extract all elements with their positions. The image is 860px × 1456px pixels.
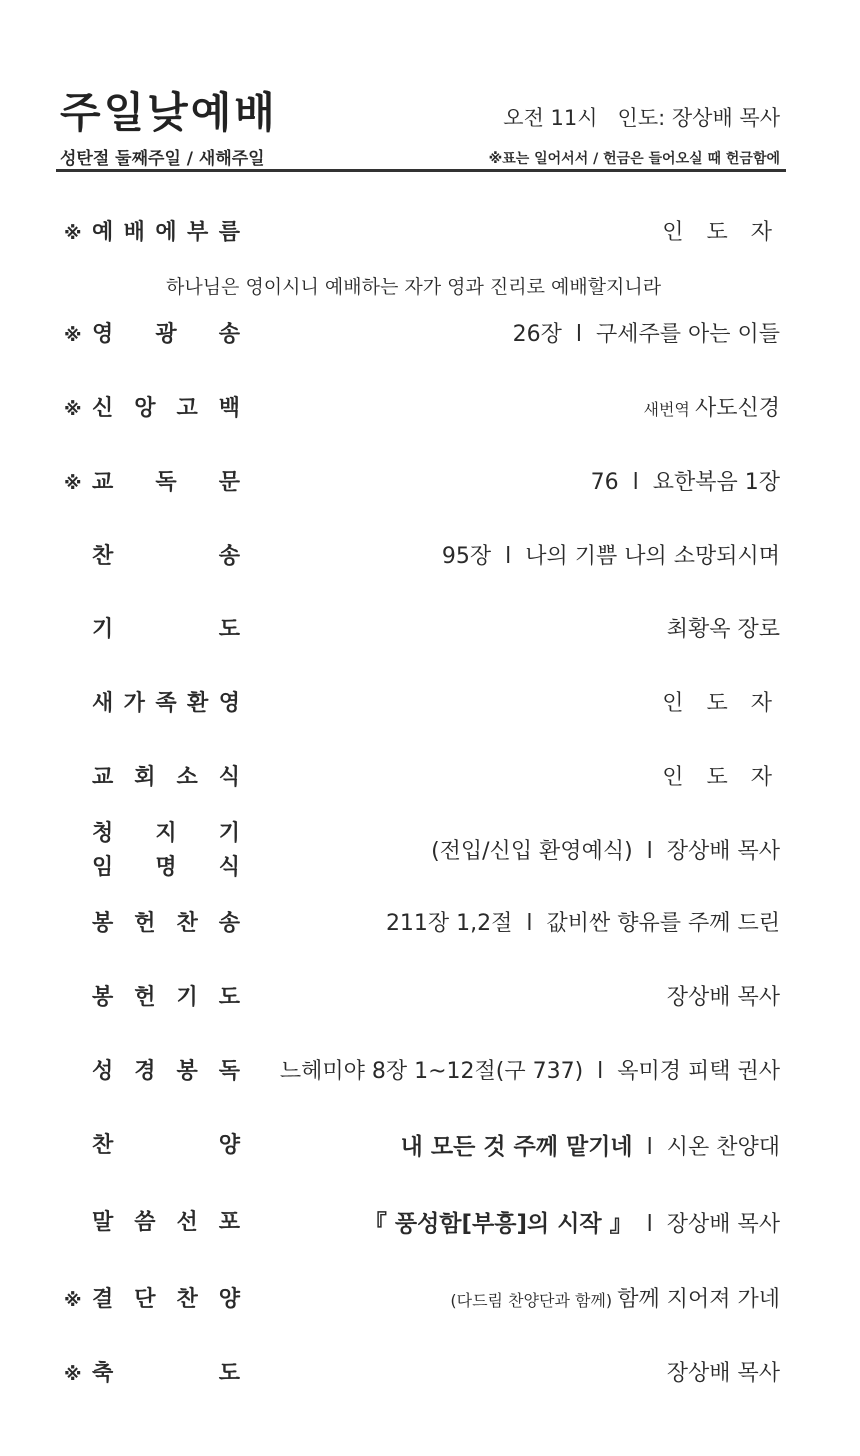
order-item-value — [644, 391, 780, 422]
order-item-label — [92, 317, 240, 348]
value-text: 76 l 요한복음 1장 — [590, 470, 780, 495]
order-item — [0, 906, 860, 946]
label-char: 축 — [92, 1361, 114, 1386]
label-char: 교 — [92, 470, 114, 495]
order-item-value — [431, 834, 780, 865]
order-item — [0, 215, 860, 255]
page-title: 주일낮예배 — [60, 88, 278, 137]
label-char: 찬 — [92, 544, 114, 569]
label-char: 기 — [218, 821, 240, 846]
label-char: 배 — [123, 220, 145, 245]
order-item-value — [364, 1205, 780, 1238]
label-char: 에 — [155, 220, 177, 245]
label-char: 고 — [176, 396, 198, 421]
label-char: 선 — [176, 1210, 198, 1235]
order-item-label — [92, 539, 240, 570]
order-item — [0, 539, 860, 579]
order-item-value — [450, 1282, 780, 1313]
order-item-value — [280, 1054, 780, 1085]
label-char: 송 — [218, 322, 240, 347]
order-item — [0, 821, 860, 880]
standing-mark: ※ — [64, 1364, 82, 1385]
order-item-label — [92, 1054, 240, 1085]
standing-notice: ※표는 일어서서 / 헌금은 들어오실 때 헌금함에 — [488, 151, 780, 167]
order-item — [0, 1282, 860, 1322]
order-item-label — [92, 391, 240, 422]
value-text: 장상배 목사 — [666, 985, 780, 1010]
order-item-label — [92, 686, 240, 717]
label-char: 도 — [218, 1361, 240, 1386]
value-text: 211장 1,2절 l 값비싼 향유를 주께 드린 — [385, 911, 780, 936]
value-text: l 장상배 목사 — [632, 1212, 780, 1237]
label-char: 헌 — [134, 985, 156, 1010]
label-char: 환 — [187, 691, 209, 716]
order-item-label — [92, 760, 240, 791]
label-char: 명 — [155, 855, 177, 880]
order-item-value — [386, 906, 780, 937]
order-item-value — [513, 317, 780, 348]
order-item — [0, 1356, 860, 1396]
label-char: 가 — [123, 691, 145, 716]
label-char: 식 — [218, 855, 240, 880]
standing-mark: ※ — [64, 473, 82, 494]
value-text: 인 도 자 — [662, 691, 780, 716]
label-char: 봉 — [176, 1059, 198, 1084]
header-divider — [56, 169, 786, 172]
label-char: 송 — [218, 544, 240, 569]
order-item-value — [667, 612, 780, 643]
order-item-value — [591, 465, 780, 496]
label-char: 단 — [134, 1287, 156, 1312]
label-char: 찬 — [92, 1133, 114, 1158]
service-time-info: 오전 11시 인도: 장상배 목사 — [503, 106, 780, 130]
standing-mark: ※ — [64, 1290, 82, 1311]
order-item-label — [92, 1356, 240, 1387]
label-char: 성 — [92, 1059, 114, 1084]
value-text: l 시온 찬양대 — [632, 1135, 780, 1160]
label-char: 경 — [134, 1059, 156, 1084]
standing-mark: ※ — [64, 325, 82, 346]
order-item-value — [662, 686, 780, 717]
label-char: 앙 — [134, 396, 156, 421]
label-char: 영 — [92, 322, 114, 347]
value-note: (다드림 찬양단과 함께) — [450, 1291, 618, 1310]
label-char: 광 — [155, 322, 177, 347]
label-char: 영 — [218, 691, 240, 716]
order-item-value — [667, 1356, 780, 1387]
label-char: 족 — [155, 691, 177, 716]
label-char: 결 — [92, 1287, 114, 1312]
label-char: 청 — [92, 821, 114, 846]
label-char: 도 — [218, 617, 240, 642]
order-item-value — [662, 760, 780, 791]
order-item-value — [667, 980, 780, 1011]
label-char: 백 — [218, 396, 240, 421]
order-item-label — [92, 465, 240, 496]
label-char: 양 — [218, 1133, 240, 1158]
value-text: 함께 지어져 가네 — [617, 1287, 780, 1312]
label-char: 찬 — [176, 911, 198, 936]
order-item-label — [92, 215, 240, 246]
order-item — [0, 391, 860, 431]
standing-mark: ※ — [64, 399, 82, 420]
order-item — [0, 317, 860, 357]
order-item-label — [92, 816, 240, 847]
label-char: 기 — [176, 985, 198, 1010]
label-char: 부 — [187, 220, 209, 245]
value-text: 인 도 자 — [662, 220, 780, 245]
order-item-label — [92, 612, 240, 643]
label-char: 포 — [218, 1210, 240, 1235]
label-char: 소 — [176, 765, 198, 790]
value-text: 느헤미야 8장 1~12절(구 737) l 옥미경 피택 권사 — [279, 1059, 780, 1084]
order-item-label — [92, 1128, 240, 1159]
order-item — [0, 612, 860, 652]
order-item-label — [92, 1282, 240, 1313]
label-char: 임 — [92, 855, 114, 880]
label-char: 신 — [92, 396, 114, 421]
value-highlight: 내 모든 것 주께 맡기네 — [400, 1134, 633, 1160]
label-char: 봉 — [92, 985, 114, 1010]
order-item-value — [401, 1128, 780, 1161]
order-item-value — [442, 539, 780, 570]
label-char: 도 — [218, 985, 240, 1010]
label-char: 새 — [92, 691, 114, 716]
value-text: 인 도 자 — [662, 765, 780, 790]
standing-mark: ※ — [64, 223, 82, 244]
label-char: 교 — [92, 765, 114, 790]
label-char: 헌 — [134, 911, 156, 936]
label-char: 찬 — [176, 1287, 198, 1312]
value-text: (전입/신입 환영예식) l 장상배 목사 — [431, 839, 780, 864]
label-char: 말 — [92, 1210, 114, 1235]
order-item — [0, 686, 860, 726]
call-to-worship-verse: 하나님은 영이시니 예배하는 자가 영과 진리로 예배할지니라 — [166, 276, 662, 298]
order-item — [0, 760, 860, 800]
value-text: 장상배 목사 — [666, 1361, 780, 1386]
order-item — [0, 980, 860, 1020]
label-char: 독 — [155, 470, 177, 495]
label-char: 양 — [218, 1287, 240, 1312]
label-char: 송 — [218, 911, 240, 936]
label-char: 독 — [218, 1059, 240, 1084]
label-char: 씀 — [134, 1210, 156, 1235]
value-text: 26장 l 구세주를 아는 이들 — [512, 322, 780, 347]
order-item-value — [662, 215, 780, 246]
label-char: 름 — [218, 220, 240, 245]
order-item-label-line2 — [92, 850, 240, 881]
value-text: 최황옥 장로 — [666, 617, 780, 642]
label-char: 봉 — [92, 911, 114, 936]
order-item — [0, 1128, 860, 1168]
label-char: 지 — [155, 821, 177, 846]
label-char: 회 — [134, 765, 156, 790]
label-char: 식 — [218, 765, 240, 790]
label-char: 문 — [218, 470, 240, 495]
value-text: 95장 l 나의 기쁨 나의 소망되시며 — [441, 544, 780, 569]
order-item — [0, 1205, 860, 1245]
value-text: 사도신경 — [694, 396, 780, 421]
order-item — [0, 465, 860, 505]
value-note: 새번역 — [643, 400, 695, 419]
value-highlight: 『 풍성함[부흥]의 시작 』 — [363, 1211, 633, 1237]
order-item-label — [92, 1205, 240, 1236]
order-item-label — [92, 980, 240, 1011]
label-char: 기 — [92, 617, 114, 642]
order-item — [0, 1054, 860, 1094]
label-char: 예 — [92, 220, 114, 245]
order-item-label — [92, 906, 240, 937]
page-subtitle: 성탄절 둘째주일 / 새해주일 — [60, 149, 265, 169]
